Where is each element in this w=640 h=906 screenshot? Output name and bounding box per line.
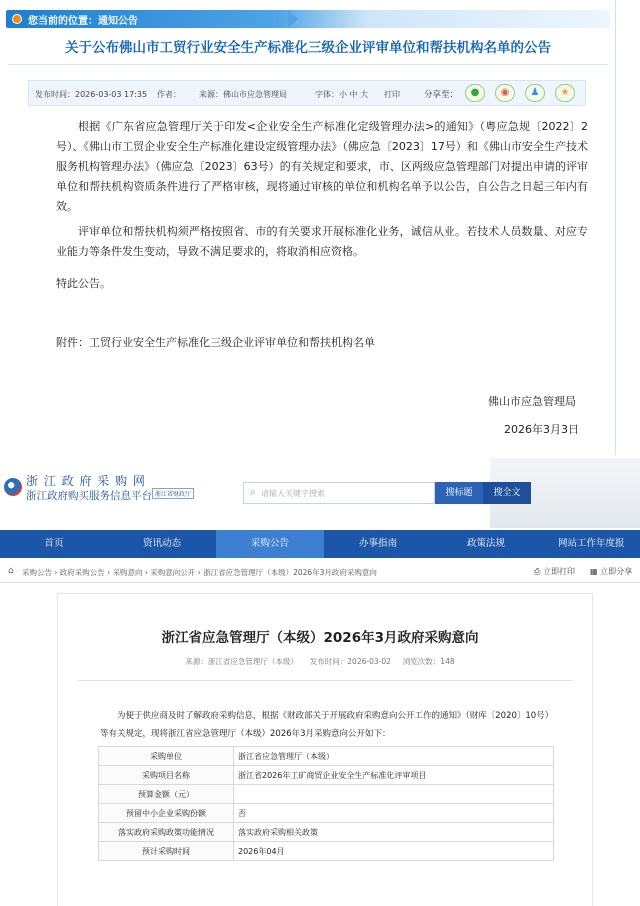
notice-signature: 佛山市应急管理局 (488, 395, 576, 408)
article-source: 来源：浙江省应急管理厅（本级） (185, 657, 298, 666)
article-publish-time: 发布时间：2026-03-02 (309, 657, 391, 666)
attachment-link[interactable]: 附件：工贸行业安全生产标准化三级企业评审单位和帮扶机构名单 (56, 336, 375, 349)
table-value: 浙江省应急管理厅（本级） (234, 747, 554, 766)
site-name[interactable]: 浙 江 政 府 采 购 网 (26, 474, 146, 488)
table-row (99, 766, 554, 785)
print-link[interactable]: 打印 (384, 90, 400, 99)
procurement-page (0, 458, 640, 906)
site-logo-icon[interactable] (4, 478, 22, 496)
table-value: 浙江省2026年工矿商贸企业安全生产标准化评审项目 (234, 766, 554, 785)
table-value: 落实政府采购相关政策 (234, 823, 554, 842)
nav-item-announcements[interactable]: 采购公告 (216, 530, 324, 558)
breadcrumb-bar (0, 561, 640, 583)
source: 来源：佛山市应急管理局 (199, 90, 287, 99)
site-tag: 浙江省财政厅 (152, 488, 194, 499)
site-subtitle: 浙江政府购买服务信息平台 (26, 490, 152, 502)
article-intro: 为便于供应商及时了解政府采购信息，根据《财政部关于开展政府采购意向公开工作的通知》（财库〔2020〕10号）等有关规定，现将浙江省应急管理厅（本级）2026年3月采购意向公开如下： (100, 711, 554, 739)
breadcrumb (6, 10, 610, 28)
search-input[interactable] (243, 482, 435, 504)
article-meta (0, 656, 640, 667)
table-key: 预计采购时间 (99, 842, 234, 861)
notice-page (0, 0, 616, 455)
table-value (234, 785, 554, 804)
breadcrumb-path[interactable]: 采购公告 › 政府采购公告 › 采购意向 › 采购意向公开 › 浙江省应急管理厅（本级）2026年3月政府采购意向 (22, 568, 377, 577)
table-row (99, 842, 554, 861)
notice-meta-bar (28, 80, 586, 106)
table-key: 预留中小企业采购份额 (99, 804, 234, 823)
table-row (99, 785, 554, 804)
notice-closing: 特此公告。 (56, 277, 111, 290)
search-icon: ⌕ (250, 487, 256, 498)
table-value: 否 (234, 804, 554, 823)
nav-item-home[interactable]: 首页 (44, 538, 64, 549)
weibo-icon[interactable]: ◉ (495, 84, 515, 102)
procurement-table (98, 746, 554, 861)
breadcrumb-text: 您当前的位置：通知公告 (28, 16, 138, 27)
search-fulltext-button[interactable]: 搜全文 (483, 482, 531, 504)
qr-code-icon: ▦ (590, 567, 601, 576)
notice-paragraph-1: 根据《广东省应急管理厅关于印发<企业安全生产标准化定级管理办法>的通知》（粤应急规〔2022〕2号）、《佛山市工贸企业安全生产标准化建设定级管理办法》（佛应急〔2023〕17号）和《佛山市安全生产技术服务机构管理办法》（佛应急〔2023〕63号）的有关规定和要求，市、区两级应急管理部门对提出申请的评审单位和帮扶机构资质条件进行了严格审核，现将通过审核的单位和机构名单予以公告，自公告之日起三年内有效。 (56, 120, 588, 213)
printer-icon: ⎙ (534, 567, 543, 576)
nav-item-guide[interactable]: 办事指南 (358, 538, 397, 549)
qq-icon[interactable]: ♟ (525, 84, 545, 102)
print-button[interactable] (534, 566, 575, 577)
divider (8, 64, 608, 65)
publish-time: 发布时间：2026-03-03 17:35 (35, 90, 148, 99)
nav-item-policy[interactable]: 政策法规 (466, 538, 505, 549)
home-icon[interactable]: ⌂ (8, 566, 14, 576)
share-label: 分享至： (424, 90, 459, 100)
table-key: 预算金额（元） (99, 785, 234, 804)
share-label: 立即分享 (600, 567, 633, 576)
notice-date: 2026年3月3日 (504, 423, 579, 436)
divider (78, 680, 572, 681)
notice-paragraph-2: 评审单位和帮扶机构须严格按照省、市的有关要求开展标准化业务，诚信从业。若技术人员数量、对应专业能力等条件发生变动，导致不满足要求的，将取消相应资格。 (56, 225, 588, 258)
breadcrumb-arrow (288, 10, 298, 28)
search-placeholder: 请输入关键字搜索 (261, 489, 325, 498)
share-button[interactable] (590, 566, 632, 577)
article-title: 浙江省应急管理厅（本级）2026年3月政府采购意向 (161, 630, 479, 646)
table-key: 采购项目名称 (99, 766, 234, 785)
nav-item-annual-report[interactable]: 网站工作年度报 (558, 538, 625, 549)
table-row (99, 747, 554, 766)
print-label: 立即打印 (542, 567, 575, 576)
author: 作者： (157, 90, 181, 99)
table-key: 落实政府采购政策功能情况 (99, 823, 234, 842)
qzone-icon[interactable]: ★ (555, 84, 575, 102)
article-views: 浏览次数：148 (402, 657, 455, 666)
notice-title: 关于公布佛山市工贸行业安全生产标准化三级企业评审单位和帮扶机构名单的公告 (65, 40, 551, 56)
search-title-button[interactable]: 搜标题 (435, 482, 483, 504)
table-value: 2026年04月 (234, 842, 554, 861)
table-row (99, 804, 554, 823)
font-size-switch[interactable]: 字体：小 中 大 (315, 90, 369, 99)
main-nav (0, 530, 640, 558)
nav-item-news[interactable]: 资讯动态 (142, 538, 181, 549)
table-key: 采购单位 (99, 747, 234, 766)
wechat-icon[interactable]: ● (465, 84, 485, 102)
site-header (0, 458, 640, 528)
table-row (99, 823, 554, 842)
location-icon (12, 14, 22, 24)
